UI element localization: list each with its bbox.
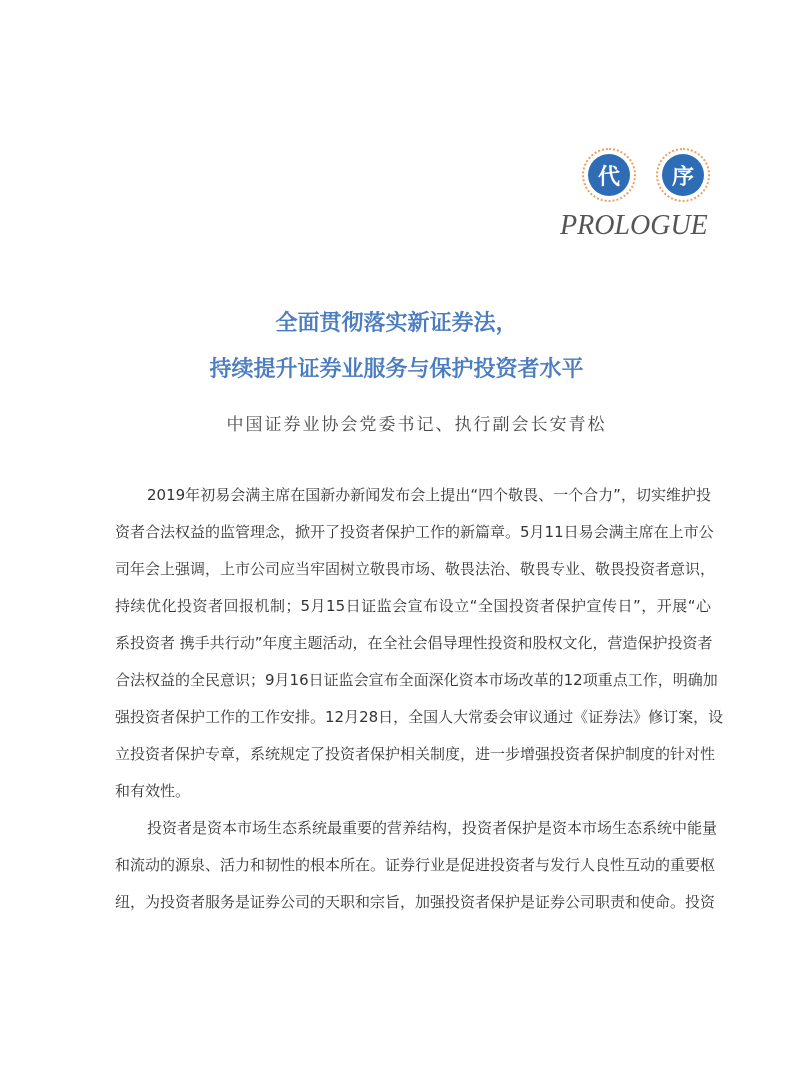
text-line: 立投资者保护专章，系统规定了投资者保护相关制度，进一步增强投资者保护制度的针对性: [115, 745, 716, 763]
badge-xu: [656, 148, 710, 202]
prologue-heading: PROLOGUE: [560, 210, 708, 241]
paragraph: [115, 482, 724, 815]
text-line: 和有效性。: [115, 782, 191, 800]
text-line: 强投资者保护工作的工作安排。12月28日，全国人大常委会审议通过《证券法》修订案，设: [115, 708, 724, 726]
text-line: 资者合法权益的监管理念，掀开了投资者保护工作的新篇章。5月11日易会满主席在上市公: [115, 523, 714, 541]
paragraph: [115, 815, 718, 926]
badge-text: 代: [588, 154, 630, 196]
text-line: 持续优化投资者回报机制；5月15日证监会宣布设立“全国投资者保护宣传日”，开展“心: [115, 597, 711, 615]
text-line: 和流动的源泉、活力和韧性的根本所在。证券行业是促进投资者与发行人良性互动的重要枢: [115, 856, 716, 874]
text-line: 合法权益的全民意识；9月16日证监会宣布全面深化资本市场改革的12项重点工作，明确加: [115, 671, 718, 689]
badge-text: 序: [662, 154, 704, 196]
text-line: 2019年初易会满主席在国新办新闻发布会上提出“四个敬畏、一个合力”，切实维护投: [147, 486, 711, 504]
author-line: 中国证券业协会党委书记、执行副会长安青松: [226, 415, 607, 435]
text-line: 投资者是资本市场生态系统最重要的营养结构，投资者保护是资本市场生态系统中能量: [147, 819, 718, 837]
badge-dai: [582, 148, 636, 202]
text-line: 纽，为投资者服务是证券公司的天职和宗旨，加强投资者保护是证券公司职责和使命。投资: [115, 893, 716, 911]
body-text: [115, 482, 724, 926]
title-line-1: 全面贯彻落实新证券法，: [275, 311, 518, 336]
title-line-2: 持续提升证券业服务与保护投资者水平: [209, 357, 584, 382]
text-line: 司年会上强调，上市公司应当牢固树立敬畏市场、敬畏法治、敬畏专业、敬畏投资者意识，: [115, 560, 716, 578]
text-line: 系投资者 携手共行动”年度主题活动，在全社会倡导理性投资和股权文化，营造保护投资者: [115, 634, 713, 652]
